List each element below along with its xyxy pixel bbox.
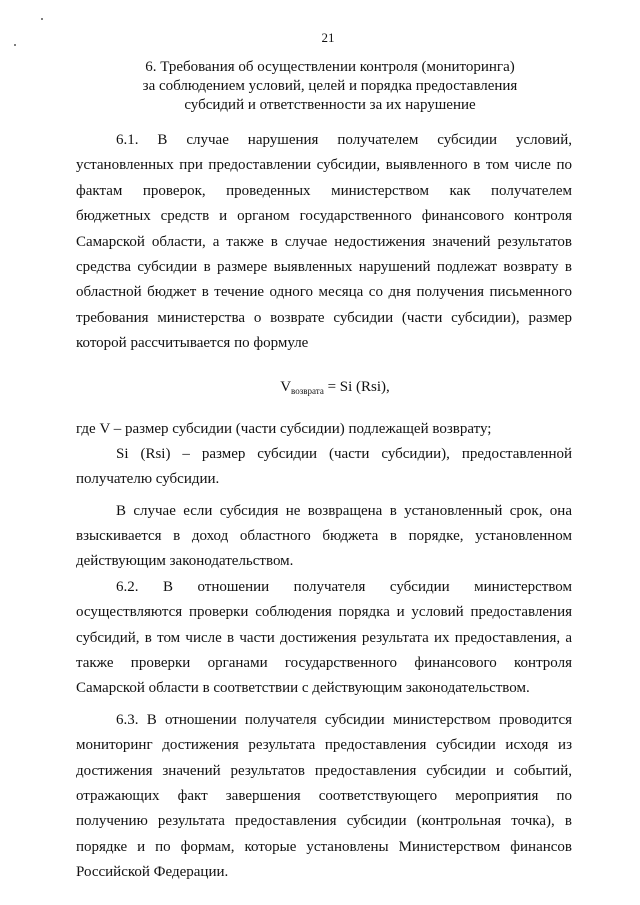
text-line: получателю субсидии. bbox=[76, 471, 220, 488]
text-line: средства субсидии в размере выявленных нарушений подлежат возврату в bbox=[76, 258, 572, 275]
formula bbox=[76, 367, 572, 407]
text-line: также проверки органами государственного финансового контроля bbox=[76, 655, 572, 672]
text-line: Российской Федерации. bbox=[76, 864, 229, 881]
text-line: 6.1. В случае нарушения получателем субсидии условий, bbox=[116, 132, 572, 148]
heading-line: субсидий и ответственности за их нарушение bbox=[184, 97, 476, 113]
text-line: осуществляются проверки соблюдения порядка и условий предоставления bbox=[76, 604, 572, 621]
paragraph-not-returned bbox=[76, 499, 572, 575]
text-line: Si (Rsi) – размер субсидии (части субсидии), предоставленной bbox=[116, 445, 572, 462]
text-line: которой рассчитывается по формуле bbox=[76, 335, 309, 352]
paragraph-6-2 bbox=[76, 575, 572, 702]
page-number: 21 bbox=[321, 30, 335, 45]
text-line: фактам проверок, проведенных министерством как получателем bbox=[76, 182, 572, 199]
text-line: бюджетных средств и органом государственного финансового контроля bbox=[76, 208, 572, 225]
scan-speck bbox=[41, 18, 43, 20]
si-definition bbox=[76, 442, 572, 493]
heading-line: за соблюдением условий, целей и порядка предоставления bbox=[142, 78, 518, 94]
text-line: В случае если субсидия не возвращена в установленный срок, она bbox=[116, 502, 572, 519]
text-line: установленных при предоставлении субсидии, выявленного в том числе по bbox=[76, 157, 572, 174]
formula-subscript: возврата bbox=[291, 385, 324, 396]
text-line: взыскивается в доход областного бюджета в порядке, установленном bbox=[76, 528, 572, 545]
text-line: порядке и по формам, которые установлены Министерством финансов bbox=[76, 838, 572, 855]
text-line: требования министерства о возврате субсидии (части субсидии), размер bbox=[76, 309, 572, 326]
text-line: областной бюджет в течение одного месяца со дня получения письменного bbox=[76, 284, 572, 301]
text-line: субсидий, в том числе в части достижения результата их предоставления, а bbox=[76, 629, 572, 646]
heading-line: 6. Требования об осуществлении контроля (мониторинга) bbox=[145, 59, 515, 75]
formula-v: V bbox=[280, 378, 292, 395]
body-text bbox=[76, 128, 572, 886]
formula-rest: = Si (Rsi), bbox=[323, 378, 390, 395]
text-line: получению результата предоставления субсидии (контрольная точка), в bbox=[76, 813, 572, 830]
text-line: достижения значений результатов предоставления субсидии и событий, bbox=[76, 762, 572, 779]
section-heading bbox=[120, 58, 540, 115]
paragraph-6-3 bbox=[76, 708, 572, 886]
text-line: Самарской области в соответствии с действующим законодательством. bbox=[76, 680, 530, 697]
text-line: Самарской области, а также в случае недостижения значений результатов bbox=[76, 233, 572, 250]
paragraph-6-1 bbox=[76, 128, 572, 357]
text-line: 6.2. В отношении получателя субсидии министерством bbox=[116, 578, 572, 595]
text-line: 6.3. В отношении получателя субсидии министерством проводится bbox=[116, 711, 572, 728]
text-line: действующим законодательством. bbox=[76, 553, 294, 570]
text-line: отражающих факт завершения соответствующего мероприятия по bbox=[76, 787, 572, 804]
where-v-line: где V – размер субсидии (части субсидии) подлежащей возврату; bbox=[76, 420, 492, 437]
text-line: мониторинг достижения результата предоставления субсидии исходя из bbox=[76, 737, 572, 754]
